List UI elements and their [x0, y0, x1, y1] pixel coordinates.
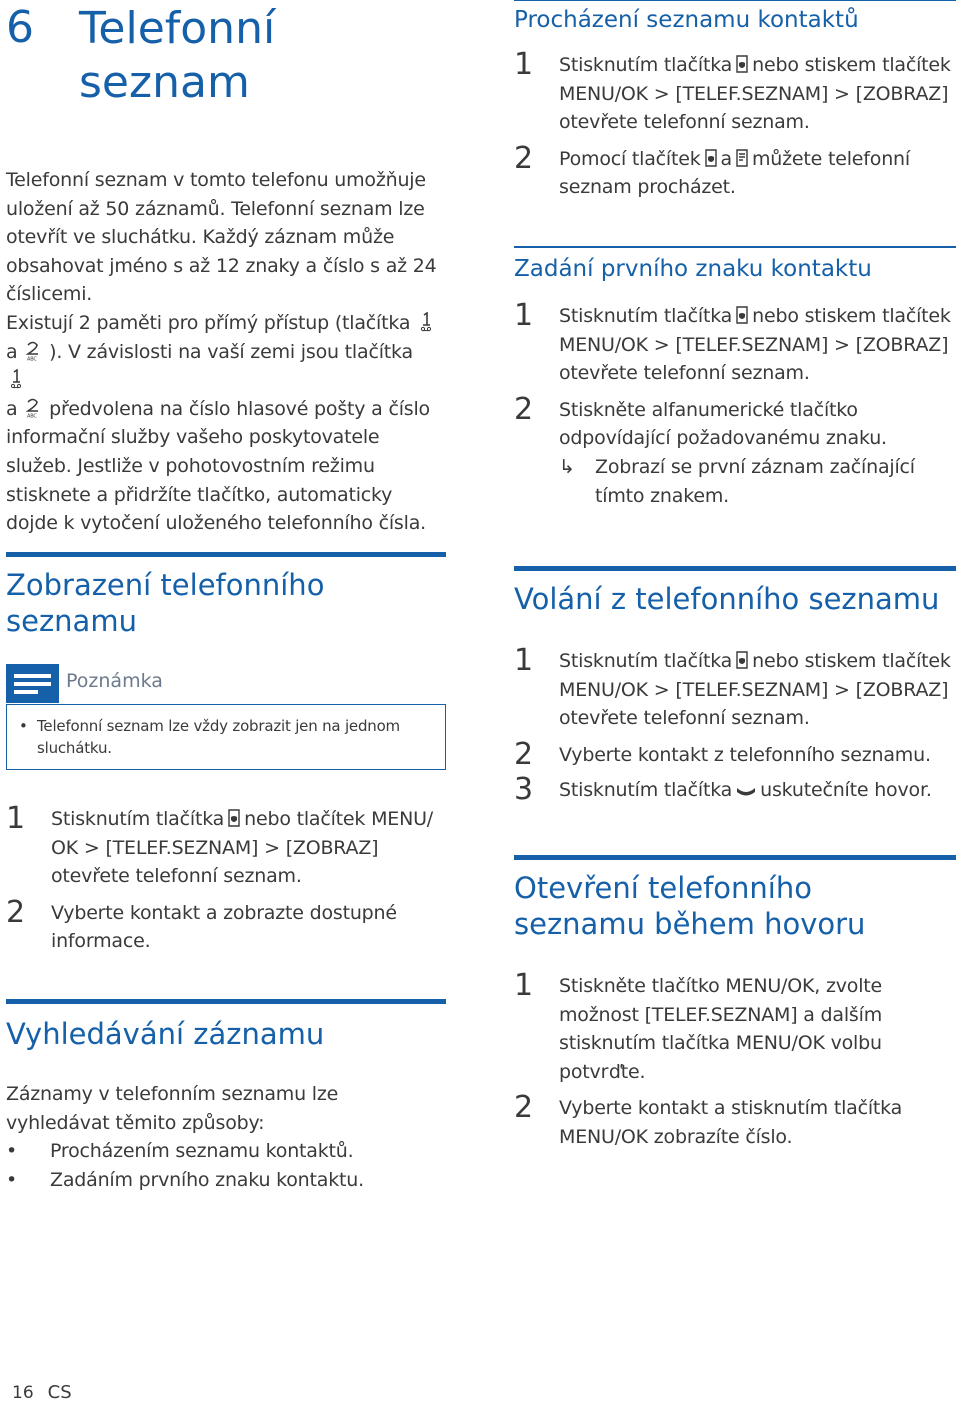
section-browse-title: Procházení seznamu kontaktů: [514, 7, 859, 33]
phonebook-icon: [735, 650, 749, 670]
svg-text:ABC: ABC: [27, 356, 37, 361]
step-text: , zvolte možnost: [559, 975, 883, 1026]
menu-option: [TELEF.SEZNAM]: [675, 333, 829, 356]
step-text: Stisknutím tlačítka: [559, 779, 733, 802]
section-search: [6, 999, 446, 1194]
key-1-voicemail-icon: [9, 369, 23, 389]
step-2: [514, 736, 956, 772]
step-text: zobrazíte číslo.: [653, 1125, 793, 1148]
phonebook-icon: [735, 54, 749, 74]
menu-key-label: MENU/OK: [559, 1125, 648, 1148]
step-text: nebo tlačítek: [244, 808, 366, 830]
chapter-title-line1: Telefonní: [79, 3, 276, 54]
call-key-icon: [735, 779, 757, 799]
step-number: 2: [514, 140, 533, 176]
step-2: [514, 1090, 956, 1151]
section-first-char: [514, 246, 956, 510]
step-number: 2: [6, 894, 25, 930]
step-text: Vyberte kontakt a zobrazte dostupné informace.: [51, 901, 397, 953]
result-arrow-icon: ↳: [559, 455, 575, 478]
step-text: Pomocí tlačítek: [559, 147, 701, 170]
step-text: Vyberte kontakt z telefonního seznamu.: [559, 743, 931, 766]
menu-option: [TELEF.SEZNAM]: [644, 1003, 798, 1026]
step-text: nebo stiskem tlačítek: [752, 650, 951, 672]
section-show: [6, 552, 446, 639]
section-during-call: [514, 855, 956, 1152]
section-show-title-line1: Zobrazení telefonního: [6, 568, 325, 602]
step-separator: >: [834, 678, 850, 701]
note-icon: [6, 664, 59, 703]
step-number: 2: [514, 736, 533, 772]
step-number: 1: [514, 643, 533, 678]
page-number: 16: [12, 1383, 34, 1403]
intro-paragraph-1: Telefonní seznam v tomto telefonu umožňuje uložení až 50 záznamů. Telefonní seznam lze otevřít ve sluchátku. Každý záznam může obsahovat jméno s až 12 znaky a číslo s až 24 číslicemi.: [6, 169, 437, 306]
step-number: 2: [514, 391, 533, 427]
step-separator: >: [834, 333, 850, 356]
menu-key-label: MENU/ OK: [51, 808, 433, 859]
section-show-title: [6, 567, 446, 639]
phonebook-down-icon: [735, 148, 749, 168]
step-1: [514, 643, 956, 733]
step-text: Stiskněte alfanumerické tlačítko odpovídající požadovanému znaku.: [559, 398, 887, 450]
menu-option: [ZOBRAZ]: [855, 333, 949, 356]
step-text: Stisknutím tlačítka: [559, 54, 733, 76]
section-search-title: Vyhledávání záznamu: [6, 1017, 325, 1051]
menu-key-label: MENU/OK: [559, 333, 648, 356]
menu-option: [ZOBRAZ]: [855, 678, 949, 701]
note-box: [6, 664, 446, 770]
step-text: Stisknutím tlačítka: [559, 305, 733, 327]
note-text: Telefonní seznam lze vždy zobrazit jen na jednom sluchátku.: [37, 717, 400, 757]
search-method-item: • Procházením seznamu kontaktů.: [6, 1137, 446, 1166]
section-first-char-title: Zadání prvního znaku kontaktu: [514, 256, 872, 282]
menu-key-label: MENU/OK: [725, 975, 815, 997]
step-result: [559, 453, 956, 510]
svg-text:ABC: ABC: [27, 413, 37, 418]
step-3: [514, 772, 956, 808]
note-label: Poznámka: [66, 670, 163, 692]
step-text: Stisknutím tlačítka: [51, 808, 225, 830]
key-1-voicemail-icon: [419, 312, 433, 332]
step-1: [514, 47, 956, 137]
chapter-number: 6: [6, 2, 34, 53]
section-during-call-title-line2: seznamu během hovoru: [514, 907, 866, 941]
search-method-list: [6, 1137, 446, 1194]
show-steps: [6, 801, 446, 956]
section-during-call-title: [514, 870, 956, 942]
step-text: Stiskněte tlačítko: [559, 975, 720, 997]
step-text: a dalším stisknutím tlačítka: [559, 1003, 883, 1055]
step-number: 1: [514, 968, 533, 1003]
section-rule: [514, 246, 956, 248]
step-separator: >: [834, 82, 850, 105]
step-number: 1: [6, 801, 25, 836]
step-number: 2: [514, 1090, 533, 1126]
intro-p2-c: ). V závislosti na vaší zemi jsou tlačítka: [49, 340, 413, 363]
section-during-call-title-line1: Otevření telefonního: [514, 871, 812, 905]
step-separator: >: [83, 836, 100, 859]
note-header: [6, 664, 446, 704]
search-method-item: • Zadáním prvního znaku kontaktu.: [6, 1166, 446, 1195]
menu-option: [TELEF.SEZNAM]: [675, 678, 829, 701]
step-1: [514, 298, 956, 388]
menu-key-label: MENU/OK: [559, 678, 648, 701]
intro-p2-d: a: [6, 397, 18, 420]
section-call-title: Volání z telefonního seznamu: [514, 582, 940, 616]
step-2: [514, 140, 956, 202]
intro-text: [6, 166, 438, 538]
intro-p2-e: předvolena na číslo hlasové pošty a číslo informační služby vašeho poskytovatele služeb. Jestliže v pohotovostním režimu stisknete a přidržíte tlačítko, automaticky dojde k vytočení uloženého telefonního čísla.: [6, 397, 430, 535]
intro-p2-a: Existují 2 paměti pro přímý přístup (tlačítka: [6, 311, 411, 334]
page-footer: [12, 1382, 72, 1403]
result-text: Zobrazí se první záznam začínající tímto znakem.: [595, 455, 915, 507]
menu-option: [ZOBRAZ]: [285, 836, 379, 859]
section-rule: [514, 566, 956, 571]
step-text: Vyberte kontakt a stisknutím tlačítka: [559, 1097, 903, 1120]
step-2: [6, 894, 446, 956]
intro-paragraph-2: [6, 309, 438, 538]
step-text: můžete telefonní seznam procházet.: [559, 147, 910, 199]
phonebook-icon: [227, 808, 241, 828]
step-text: uskutečníte hovor.: [760, 779, 932, 802]
step-separator: >: [653, 678, 670, 701]
step-number: 1: [514, 298, 533, 333]
menu-option: [TELEF.SEZNAM]: [105, 836, 259, 859]
key-2-abc-icon: [26, 398, 40, 418]
step-1: [514, 968, 956, 1086]
step-1: [6, 801, 446, 891]
step-text: Stisknutím tlačítka: [559, 650, 733, 672]
step-text: a: [720, 147, 732, 170]
section-show-title-line2: seznamu: [6, 604, 137, 638]
phonebook-icon: [735, 305, 749, 325]
step-text: volbu potvrďte.: [559, 1032, 882, 1083]
menu-option: [ZOBRAZ]: [855, 82, 949, 105]
section-rule: [514, 0, 956, 1]
step-text: nebo stiskem tlačítek: [752, 54, 951, 76]
step-separator: >: [653, 82, 670, 105]
chapter-title: [79, 2, 275, 110]
phonebook-up-icon: [704, 148, 718, 168]
step-separator: >: [264, 836, 280, 859]
menu-option: [TELEF.SEZNAM]: [675, 82, 829, 105]
menu-key-label: MENU/OK: [559, 82, 648, 105]
section-browse: [514, 5, 956, 202]
section-rule: [514, 855, 956, 860]
step-text: nebo stiskem tlačítek: [752, 305, 951, 327]
key-2-abc-icon: [26, 341, 40, 361]
step-number: 3: [514, 772, 533, 808]
language-code: CS: [47, 1382, 72, 1403]
step-text: otevřete telefonní seznam.: [559, 111, 810, 134]
menu-key-label: MENU/OK: [735, 1032, 825, 1055]
note-content: [6, 704, 446, 770]
chapter-title-line2: seznam: [79, 57, 250, 108]
step-separator: >: [653, 333, 670, 356]
section-rule: [6, 552, 446, 557]
search-intro: Záznamy v telefonním seznamu lze vyhledávat těmito způsoby:: [6, 1083, 339, 1134]
step-text: otevřete telefonní seznam.: [559, 707, 810, 730]
note-bullet: •: [19, 717, 28, 735]
step-text: otevřete telefonní seznam.: [51, 865, 302, 888]
section-rule: [6, 999, 446, 1004]
intro-p2-b: a: [6, 340, 18, 363]
step-number: 1: [514, 47, 533, 82]
step-2: [514, 391, 956, 510]
section-call: [514, 566, 956, 808]
step-text: otevřete telefonní seznam.: [559, 362, 810, 385]
